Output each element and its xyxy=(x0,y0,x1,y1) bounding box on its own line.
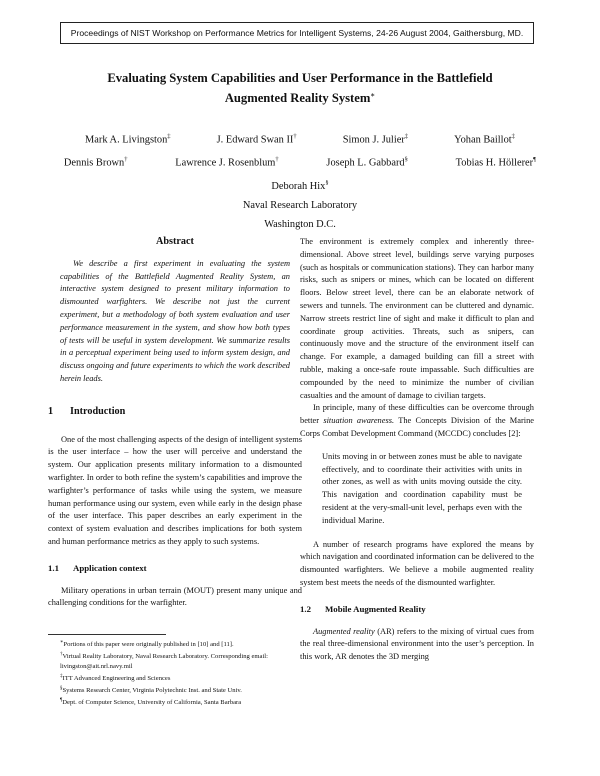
abstract-heading: Abstract xyxy=(156,236,194,247)
emphasis-text: situation awareness. xyxy=(323,416,395,426)
left-column xyxy=(48,236,302,610)
author xyxy=(175,150,278,173)
author xyxy=(343,127,408,150)
title-footnote-mark: ∗ xyxy=(370,91,376,99)
author-row-3 xyxy=(40,174,560,196)
section-title: Introduction xyxy=(70,405,126,417)
author-name: Joseph L. Gabbard xyxy=(326,157,405,169)
affiliation-org: Naval Research Laboratory xyxy=(242,200,358,212)
footnote xyxy=(48,696,300,708)
right-column xyxy=(300,236,534,664)
author-mark: ‡ xyxy=(511,133,515,140)
title-line-2 xyxy=(40,87,560,107)
author-name: Deborah Hix xyxy=(271,181,326,193)
paper-title xyxy=(40,70,560,107)
emphasis-text: Augmented reality xyxy=(313,626,375,636)
affiliation-city: Washington D.C. xyxy=(264,219,336,231)
situation-awareness-paragraph xyxy=(300,402,534,440)
block-quote: Units moving in or between zones must be able to navigate effectively, and to coordinate their activities with units in other zones, as well as with units moving outside the city. This navigation and coordination capability must be resident at the very-small-unit level, perhaps even with the individual Marine. xyxy=(322,451,522,525)
footnote xyxy=(48,684,300,696)
proceedings-header: Proceedings of NIST Workshop on Performance Metrics for Intelligent Systems, 24-26 August 2004, Gaithersburg, MD. xyxy=(60,22,534,44)
footnote xyxy=(48,638,300,650)
footnote-mark: ¶ xyxy=(60,697,63,703)
intro-paragraph: One of the most challenging aspects of the design of intelligent systems is the user interface – how the user will perceive and understand the system. Our application presents military information to a dismounted warfighter. In order to both refine the system’s capabilities and improve the warfighter’s performance of tasks while using the system, we measure human performance using our system, even while early in the design phase of the user interface. This paper describes an early experiment in the context of system evaluation and describes implications for both system and human performance metrics as they apply to such systems. xyxy=(48,434,302,546)
footnote-mark: ‡ xyxy=(60,673,63,679)
author xyxy=(454,127,515,150)
environment-paragraph: The environment is extremely complex and inherently three-dimensional. Above street level, buildings serve varying purposes (such as hospitals or communication stations). They can harbor many risks, such as snipers or mines, which can be located on different floors. Below street level, there can be an elaborate network of sewers and tunnels. The environment can be cluttered and dynamic. Narrow streets restrict line of sight and make it difficult to plan and coordinate group activities. Threats, such as snipers, can continuously move and the structure of the environment itself can change. For example, a damaged building can fill a street with rubble, making a once-safe route impassable. Such difficulties are compounded by the need to minimize the number of civilian casualties and the amount of damage to civilian targets. xyxy=(300,237,534,400)
author xyxy=(456,150,536,173)
author-row-1 xyxy=(40,127,560,150)
subsection-title: Mobile Augmented Reality xyxy=(325,603,426,614)
footnote-rule xyxy=(48,634,166,635)
subsection-heading-application-context xyxy=(48,562,302,575)
footnote-mark: § xyxy=(60,685,63,691)
author xyxy=(271,181,328,192)
footnote xyxy=(48,650,300,672)
author xyxy=(217,127,297,150)
author-block xyxy=(40,127,560,234)
author-mark: ¶ xyxy=(533,156,537,164)
research-programs-paragraph: A number of research programs have explored the means by which navigation and coordinated information can be delivered to the dismounted warfighters. We believe a mobile augmented reality system best meets the needs of the dismounted warfighter. xyxy=(300,539,534,587)
subsection-number: 1.2 xyxy=(300,603,311,614)
subsection-heading-mobile-ar xyxy=(300,603,534,616)
author-mark: † xyxy=(293,133,297,140)
author-name: Yohan Baillot xyxy=(454,134,512,146)
author xyxy=(85,127,171,150)
paragraph-text: The Concepts Division of the Marine Corps Combat Development Command (MCCDC) concludes [2]: xyxy=(300,416,534,438)
author-mark: ‡ xyxy=(167,133,171,140)
author-row-2 xyxy=(40,150,560,173)
section-number: 1 xyxy=(48,405,54,417)
paragraph-text: (AR) refers to the mixing of virtual cues from the real three-dimensional environment into the user’s perception. In this work, AR denotes the 3D merging xyxy=(300,626,534,662)
author-mark: † xyxy=(275,156,279,164)
mobile-ar-paragraph xyxy=(300,626,534,664)
author-name: Lawrence J. Rosenblum xyxy=(175,157,276,169)
footnote-text: Dept. of Computer Science, University of California, Santa Barbara xyxy=(62,698,242,706)
author-name: J. Edward Swan II xyxy=(216,134,294,146)
subsection-number: 1.1 xyxy=(48,562,59,573)
author-name: Dennis Brown xyxy=(63,157,125,169)
footnotes xyxy=(48,634,300,708)
footnote-mark: ∗ xyxy=(60,640,64,645)
author xyxy=(326,150,407,173)
footnote-text: Portions of this paper were originally published in [10] and [11]. xyxy=(63,641,234,649)
author-name: Tobias H. Höllerer xyxy=(455,157,534,169)
footnote xyxy=(48,672,300,684)
author-mark: ‡ xyxy=(404,133,409,140)
author-mark: § xyxy=(404,156,408,164)
section-heading-introduction xyxy=(48,406,302,419)
author-mark: § xyxy=(325,179,329,187)
author-name: Simon J. Julier xyxy=(342,134,405,146)
abstract-text: We describe a first experiment in evaluating the system capabilities of the Battlefield Augmented Reality System, an interactive system designed to present military information to dismounted warfighters. We describe not just the current experiment, but a methodology of both system evaluation and user performance measurement in the system, and show how both types of tests will be useful in system development. We summarize results in a perceptual experiment being used to inform system design, and discuss ongoing and future experiments to which the work described herein leads. xyxy=(60,258,290,383)
footnote-text: Virtual Reality Laboratory, Naval Research Laboratory. Corresponding email: livingston@ait.nrl.navy.mil xyxy=(60,653,268,670)
paragraph-text: In principle, many of these difficulties can be overcome through better xyxy=(300,403,534,426)
footnote-text: ITT Advanced Engineering and Sciences xyxy=(62,674,171,682)
footnote-text: Systems Research Center, Virginia Polytechnic Inst. and State Univ. xyxy=(62,686,242,694)
author-name: Mark A. Livingston xyxy=(85,134,168,146)
author xyxy=(64,150,128,173)
title-line-1: Evaluating System Capabilities and User Performance in the Battlefield xyxy=(107,71,493,85)
footnote-mark: † xyxy=(60,651,63,657)
author-mark: † xyxy=(124,156,128,164)
subsection-title: Application context xyxy=(73,562,147,573)
application-context-paragraph: Military operations in urban terrain (MOUT) present many unique and challenging conditions for the warfighter. xyxy=(48,585,302,608)
title-line-2-text: Augmented Reality System xyxy=(224,91,371,106)
